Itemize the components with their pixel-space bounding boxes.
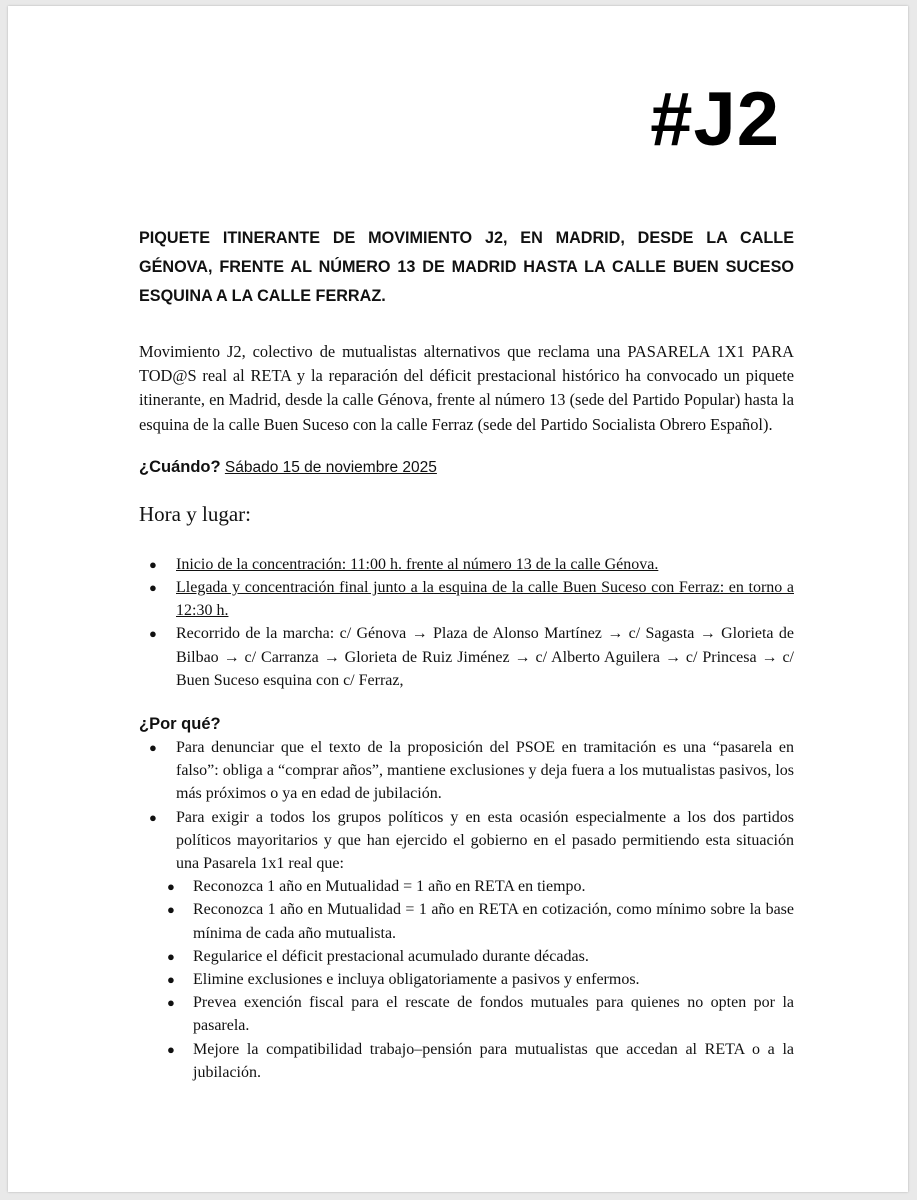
- list-item: [139, 736, 794, 806]
- list-item-text: Para exigir a todos los grupos políticos y en esta ocasión especialmente a los dos partidos políticos mayoritarios y que han ejercido el gobierno en el pasado permitiendo esta situación una Pasarela 1x1 real que:: [176, 808, 794, 873]
- bullet-icon: ●: [149, 556, 157, 572]
- bullet-icon: ●: [149, 580, 157, 596]
- list-item-text: Recorrido de la marcha: c/ Génova → Plaza de Alonso Martínez → c/ Sagasta → Glorieta de Bilbao → c/ Carranza → Glorieta de Ruiz Jiménez → c/ Alberto Aguilera → c/ Princesa → c/ Buen Suceso esquina con c/ Ferraz,: [176, 625, 794, 689]
- list-item: [139, 898, 794, 944]
- list-item: [139, 576, 794, 622]
- list-item-text: Para denunciar que el texto de la proposición del PSOE en tramitación es una “pasarela en falso”: obliga a “comprar años”, mantiene exclusiones y deja fuera a los mutualistas pasivos, los más próximos o ya en edad de jubilación.: [176, 739, 794, 803]
- porque-title: ¿Por qué?: [139, 715, 221, 734]
- list-item-text: Elimine exclusiones e incluya obligatoriamente a pasivos y enfermos.: [193, 971, 640, 989]
- document-body: [139, 224, 794, 1084]
- bullet-icon: ●: [167, 902, 175, 918]
- document-heading: PIQUETE ITINERANTE DE MOVIMIENTO J2, EN MADRID, DESDE LA CALLE GÉNOVA, FRENTE AL NÚMERO 13 DE MADRID HASTA LA CALLE BUEN SUCESO ESQUINA A LA CALLE FERRAZ.: [139, 229, 794, 305]
- bullet-icon: ●: [167, 995, 175, 1011]
- list-item: [139, 1038, 794, 1084]
- list-item: [139, 945, 794, 968]
- hashtag-title: #J2: [650, 77, 780, 162]
- intro-paragraph: Movimiento J2, colectivo de mutualistas alternativos que reclama una PASARELA 1X1 PARA TOD@S real al RETA y la reparación del déficit prestacional histórico ha convocado un piquete itinerante, en Madrid, desde la calle Génova, frente al número 13 (sede del Partido Popular) hasta la esquina de la calle Buen Suceso con la calle Ferraz (sede del Partido Socialista Obrero Español).: [139, 342, 794, 434]
- document-page: [8, 6, 908, 1192]
- list-item: [139, 553, 794, 576]
- list-item: [139, 968, 794, 991]
- lugar-list: [139, 553, 794, 692]
- demands-list: [139, 875, 794, 1084]
- list-item-text: Reconozca 1 año en Mutualidad = 1 año en RETA en tiempo.: [193, 878, 586, 896]
- list-item: [139, 875, 794, 898]
- bullet-icon: ●: [149, 809, 157, 825]
- list-item-text: Inicio de la concentración: 11:00 h. frente al número 13 de la calle Génova.: [176, 555, 659, 573]
- when-date: Sábado 15 de noviembre 2025: [224, 458, 437, 476]
- list-item-text: Mejore la compatibilidad trabajo–pensión para mutualistas que accedan al RETA o a la jubilación.: [193, 1040, 794, 1081]
- bullet-icon: ●: [167, 948, 175, 964]
- bullet-icon: ●: [149, 740, 157, 756]
- bullet-icon: ●: [167, 1041, 175, 1057]
- list-item-text: Reconozca 1 año en Mutualidad = 1 año en RETA en cotización, como mínimo sobre la base mínima de cada año mutualista.: [193, 901, 794, 942]
- porque-list: [139, 736, 794, 875]
- list-item-text: Prevea exención fiscal para el rescate de fondos mutuales para quienes no opten por la pasarela.: [193, 994, 794, 1035]
- bullet-icon: ●: [149, 626, 157, 642]
- list-item: [139, 622, 794, 692]
- when-label: ¿Cuándo?: [139, 457, 221, 476]
- when-line: [139, 455, 794, 480]
- list-item-text: Regularice el déficit prestacional acumulado durante décadas.: [193, 947, 589, 965]
- list-item-text: Llegada y concentración final junto a la esquina de la calle Buen Suceso con Ferraz: en torno a 12:30 h.: [176, 579, 794, 620]
- list-item: [139, 806, 794, 876]
- bullet-icon: ●: [167, 972, 175, 988]
- hora-lugar-title: Hora y lugar:: [139, 501, 251, 526]
- list-item: [139, 991, 794, 1037]
- bullet-icon: ●: [167, 879, 175, 895]
